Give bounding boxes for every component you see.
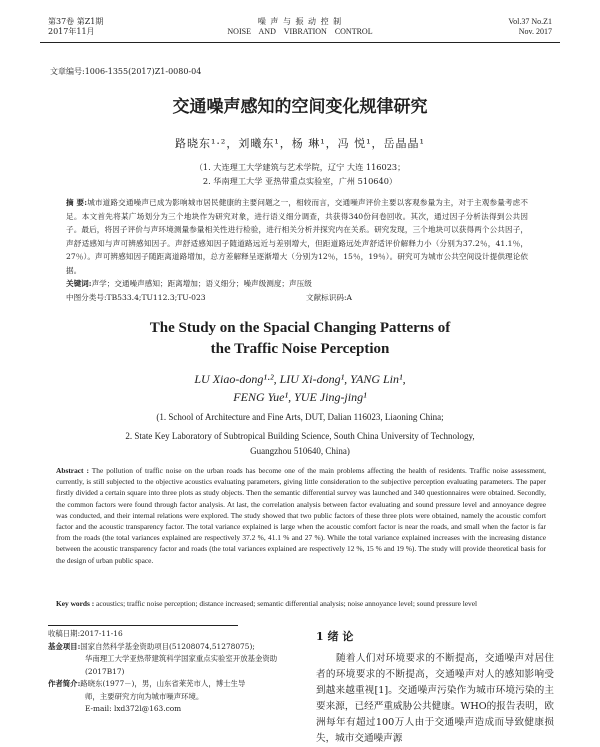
affiliation-en-3: Guangzhou 510640, China) [250,446,350,456]
author-email: E-mail: lxd372l@163.com [85,704,182,713]
keywords-en-label: Key words : [56,599,95,608]
fund-info [48,641,310,654]
issue-date: 2017年11月 [48,27,95,36]
title-cn: 交通噪声感知的空间变化规律研究 [172,97,428,117]
authors-cn: 路晓东¹·²，刘曦东¹，杨 琳¹，冯 悦¹，岳晶晶¹ [175,137,425,150]
fund-label: 基金项目: [48,641,81,651]
title-en [40,318,560,360]
abstract-cn-label: 摘 要: [66,198,88,207]
author-line2: 师，主要研究方向为城市噪声环境。 [85,691,204,701]
affiliations-cn [40,160,560,188]
footnote-rule [48,625,238,626]
keywords-en-text: acoustics; traffic noise perception; distance increased; semantic differential analysis; noise annoyance level; sound pressure level [96,599,478,608]
classification-line [66,292,528,303]
fund-line1: 国家自然科学基金资助项目(51208074,51278075); [80,641,255,651]
journal-name [190,17,410,37]
fund-line3: (2017B17) [85,666,125,676]
abstract-en [56,465,546,566]
affiliation-en-1: (1. School of Architecture and Fine Arts, DUT, Dalian 116023, Liaoning China; [156,412,444,422]
date-en: Nov. 2017 [518,27,552,36]
keywords-en [56,598,546,609]
author-info [48,678,310,691]
affiliation-en-2: 2. State Key Laboratory of Subtropical Building Science, South China University of Technology, [125,431,475,441]
authors-en-line1: LU Xiao-dong¹·², LIU Xi-dong¹, YANG Lin¹, [194,372,406,386]
authors-en-line2: FENG Yue¹, YUE Jing-jing¹ [233,390,367,404]
document-code: 文献标识码:A [306,293,353,302]
abstract-en-label: Abstract : [56,466,89,475]
keywords-cn-text: 声学；交通噪声感知；距离增加；语义细分；噪声级测度；声压级 [91,279,312,288]
title-en-line2: the Traffic Noise Perception [210,341,390,357]
authors-en [40,370,560,406]
received-date: 收稿日期:2017-11-16 [48,629,123,638]
title-en-line1: The Study on the Spacial Changing Patterns of [149,320,451,336]
affiliations-en [40,410,560,459]
volume-en: Vol.37 No.Z1 [508,17,552,26]
journal-issue [48,17,103,37]
affiliation-cn-2: 2. 华南理工大学 亚热带重点实验室，广州 510640） [202,176,398,186]
keywords-cn-label: 关键词: [66,279,92,288]
abstract-en-text: The pollution of traffic noise on the urban roads has become one of the main problems affecting the health of residents. Traffic noise assessment, currently, is still subjected to the objective acoustics evaluating parameters, giving little consideration to the subjective perception evaluating parameters. The paper firstly divided a certain square into three plots as study objects. Then the semantic differential survey was launched and 340 questionnaires were obtained. Secondly, the common factors were found through factor analysis. At last, the correlation analysis between factor evaluating and sound pressure level and annoyance degree was conducted, and their internal relations were explored. The study showed that two public factors of these three plots were obtained, namely the acoustic comfort factor and the acoustic transparency factor. The total variance explained is large when the acoustic comfort factor is near the roads, and small when the factor is far from the roads (the total variances explained are respectively 37.2 %, 41.1 % and 27 %). While the total variance explained increases with the increasing distance between the acoustic transparency factor and roads (the total variances explained are respectively 12 %, 15 % and 19 %). The study will provide theoretical basis for the design of urban public space. [56,466,546,565]
footnote [48,628,310,716]
abstract-cn-text: 城市道路交通噪声已成为影响城市居民健康的主要问题之一，相较而言，交通噪声评价主要以客观参量为主，对于主观参量考虑不足。本文首先将某广场划分为三个地块作为研究对象，进行语义细分调查，共获得340份问卷回收。其次，通过因子分析法得到公共因子。最后，将因子评价与声环境测量参量相关性进行检验，进行相关分析并探究内在关系。研究发现，三个地块可以获得两个公共因子，声舒适感知与声可辨感知因子。声舒适感知因子随道路远近与差别增大，但距道路远处声舒适评价解释力小（分别为37.2％，41.1％，27％）。声可辨感知因子随距离道路增加，总方差解释呈逐渐增大（分别为12％，15％，19％）。研究可为城市公共空间设计提供理论依据。 [66,198,528,275]
section-body-text: 随着人们对环境要求的不断提高，交通噪声对居住者的环境要求的不断提高，交通噪声对人的感知影响受到越来越重视[1]。交通噪声污染作为城市环境污染的主要来源，已经严重威胁公共健康。WHO的报告表明，欧洲每年有超过100万人由于交通噪声造成而导致健康损失，城市交通噪声源 [316,653,554,744]
affiliation-cn-1: （1. 大连理工大学建筑与艺术学院，辽宁 大连 116023； [194,162,406,172]
issue-volume: 第37卷 第Z1期 [48,17,104,26]
clc-number: 中图分类号:TB533.4;TU112.3;TU-023 [66,293,206,302]
author-line1: 路晓东(1977－)，男，山东省莱芜市人，博士生导 [80,679,246,688]
journal-name-cn: 噪 声 与 振 动 控 制 [257,17,343,26]
journal-name-en: NOISE AND VIBRATION CONTROL [227,27,373,36]
keywords-cn [66,278,528,289]
abstract-cn [66,196,528,278]
header-rule [40,42,560,43]
section-body [316,651,554,744]
author-info-label: 作者简介: [48,679,81,688]
article-number: 文章编号:1006-1355(2017)Z1-0080-04 [50,67,202,76]
journal-volume-en [508,17,552,37]
fund-line2: 华南理工大学亚热带建筑科学国家重点实验室开放基金资助 [85,654,278,663]
section-heading: 1 绪 论 [316,630,354,643]
